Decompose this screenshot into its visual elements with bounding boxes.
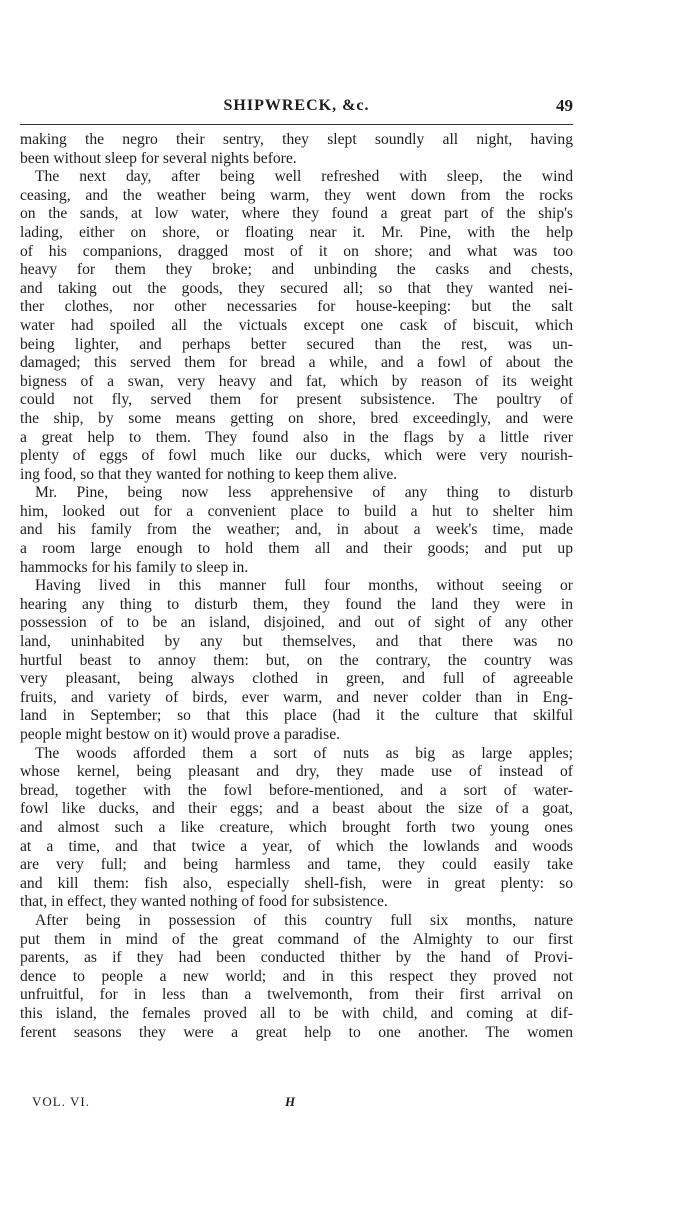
text-line: put them in mind of the great command of the Almighty to our first [20, 930, 573, 948]
text-line: fowl like ducks, and their eggs; and a beast about the size of a goat, [20, 800, 573, 818]
text-line: parents, as if they had been conducted thither by the hand of Provi- [20, 949, 573, 967]
text-line: whose kernel, being pleasant and dry, they made use of instead of [20, 763, 573, 781]
text-line: hearing any thing to disturb them, they found the land they were in [20, 595, 573, 613]
text-line: the ship, by some means getting on shore, bred exceedingly, and were [20, 409, 573, 427]
header-rule [20, 124, 573, 125]
text-line: possession of to be an island, disjoined, and out of sight of any other [20, 614, 573, 632]
text-line: very pleasant, being always clothed in green, and full of agreeable [20, 670, 573, 688]
text-line: land in September; so that this place (had it the culture that skilful [20, 707, 573, 725]
text-line: The next day, after being well refreshed with sleep, the wind [35, 168, 573, 186]
text-line: and almost such a like creature, which brought forth two young ones [20, 818, 573, 836]
text-line: After being in possession of this country full six months, nature [35, 911, 573, 929]
text-line: and taking out the goods, they secured all; so that they wanted nei- [20, 279, 573, 297]
text-line: this island, the females proved all to be with child, and coming at dif- [20, 1004, 573, 1022]
text-line: people might bestow on it) would prove a paradise. [20, 726, 341, 743]
gathering-signature: H [285, 1094, 296, 1109]
text-line: ceasing, and the weather being warm, they went down from the rocks [20, 186, 573, 204]
text-line: lading, either on shore, or floating near it. Mr. Pine, with the help [20, 223, 573, 241]
text-line: and kill them: fish also, especially shell-fish, were in great plenty: so [20, 874, 573, 892]
text-line: could not fly, served them for present subsistence. The poultry of [20, 391, 573, 409]
text-line: ther clothes, nor other necessaries for house-keeping: but the salt [20, 298, 573, 316]
text-line: fruits, and variety of birds, ever warm, and never colder than in Eng- [20, 688, 573, 706]
text-line: hammocks for his family to sleep in. [20, 558, 249, 576]
page-number: 49 [556, 96, 573, 115]
text-line: him, looked out for a convenient place to build a hut to shelter him [20, 502, 573, 520]
text-line: been without sleep for several nights before. [20, 149, 297, 167]
running-head [20, 97, 573, 119]
text-line: hurtful beast to annoy them: but, on the contrary, the country was [20, 651, 573, 669]
text-line: Mr. Pine, being now less apprehensive of any thing to disturb [35, 484, 573, 502]
text-line: a room large enough to hold them all and their goods; and put up [20, 540, 573, 558]
text-line: The woods afforded them a sort of nuts as big as large apples; [35, 744, 573, 762]
text-line: Having lived in this manner full four months, without seeing or [35, 577, 573, 595]
body-text [20, 131, 573, 1042]
page-footer [20, 1094, 573, 1114]
text-line: water had spoiled all the victuals except one cask of biscuit, which [20, 316, 573, 334]
text-line: of his companions, dragged most of it on shore; and what was too [20, 242, 573, 260]
text-line: plenty of eggs of fowl much like our ducks, which were very nourish- [20, 447, 573, 465]
text-line: a great help to them. They found also in the flags by a little river [20, 428, 573, 446]
text-line: unfruitful, for in less than a twelvemonth, from their first arrival on [20, 986, 573, 1004]
text-line: heavy for them they broke; and unbinding the casks and chests, [20, 261, 573, 279]
text-line: dence to people a new world; and in this respect they proved not [20, 967, 573, 985]
text-line: ing food, so that they wanted for nothing to keep them alive. [20, 465, 398, 483]
text-line: on the sands, at low water, where they found a great part of the ship's [20, 205, 573, 223]
text-line: that, in effect, they wanted nothing of food for subsistence. [20, 893, 388, 911]
text-line: and his family from the weather; and, in about a week's time, made [20, 521, 573, 539]
text-line: bigness of a swan, very heavy and fat, which by reason of its weight [20, 372, 573, 390]
text-line: bread, together with the fowl before-mentioned, and a sort of water- [20, 781, 573, 799]
text-line: land, uninhabited by any but themselves, and that there was no [20, 633, 573, 651]
text-line: at a time, and that twice a year, of which the lowlands and woods [20, 837, 573, 855]
running-title: SHIPWRECK, &c. [223, 97, 370, 114]
text-line: ferent seasons they were a great help to one another. The women [20, 1023, 573, 1041]
text-line: being lighter, and perhaps better secured than the rest, was un- [20, 335, 573, 353]
text-line: are very full; and being harmless and tame, they could easily take [20, 856, 573, 874]
text-line: making the negro their sentry, they slept soundly all night, having [20, 131, 573, 148]
text-line: damaged; this served them for bread a while, and a fowl of about the [20, 354, 573, 372]
volume-signature: VOL. VI. [32, 1094, 90, 1109]
